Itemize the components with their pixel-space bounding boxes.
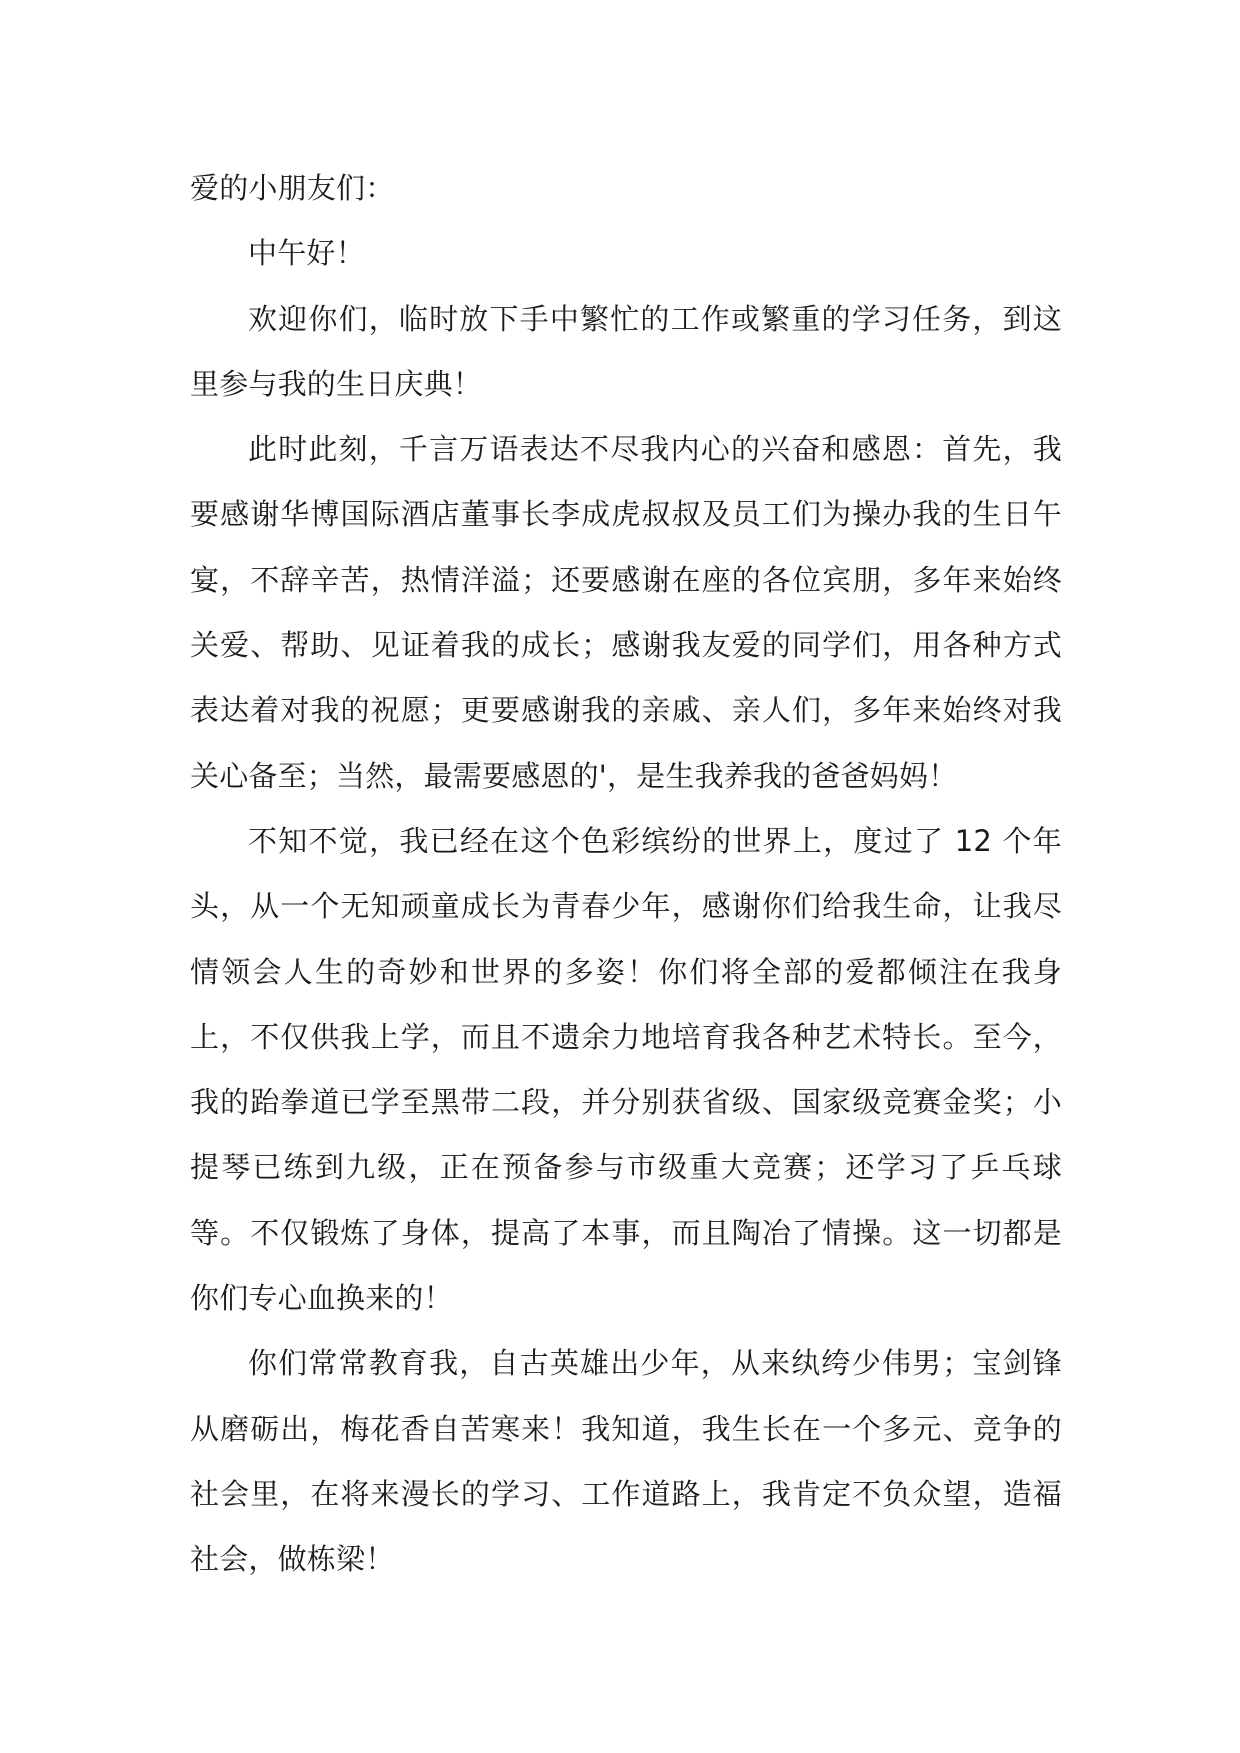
aspiration-paragraph: 你们常常教育我，自古英雄出少年，从来纨绔少伟男；宝剑锋从磨砺出，梅花香自苦寒来！我知道，我生长在一个多元、竞争的社会里，在将来漫长的学习、工作道路上，我肯定不负众望，造福社会，做栋梁！ <box>190 1346 1062 1577</box>
gratitude-paragraph: 此时此刻，千言万语表达不尽我内心的兴奋和感恩：首先，我要感谢华博国际酒店董事长李成虎叔叔及员工们为操办我的生日午宴，不辞辛苦，热情洋溢；还要感谢在座的各位宾朋，多年来始终关爱、帮助、见证着我的成长；感谢我友爱的同学们，用各种方式表达着对我的祝愿；更要感谢我的亲戚、亲人们，多年来始终对我关心备至；当然，最需要感恩的'，是生我养我的爸爸妈妈！ <box>190 432 1062 793</box>
speech-body <box>190 156 1062 1593</box>
greeting-line: 爱的小朋友们： <box>190 171 395 205</box>
growth-paragraph: 不知不觉，我已经在这个色彩缤纷的世界上，度过了 12 个年头，从一个无知顽童成长为青春少年，感谢你们给我生命，让我尽情领会人生的奇妙和世界的多姿！你们将全部的爱都倾注在我身上，不仅供我上学，而且不遗余力地培育我各种艺术特长。至今，我的跆拳道已学至黑带二段，并分别获省级、国家级竞赛金奖；小提琴已练到九级，正在预备参与市级重大竞赛；还学习了乒乓球等。不仅锻炼了身体，提高了本事，而且陶冶了情操。这一切都是你们专心血换来的！ <box>190 823 1062 1316</box>
welcome-paragraph: 欢迎你们，临时放下手中繁忙的工作或繁重的学习任务，到这里参与我的生日庆典！ <box>190 301 1062 401</box>
salutation-paragraph: 中午好！ <box>248 236 365 271</box>
